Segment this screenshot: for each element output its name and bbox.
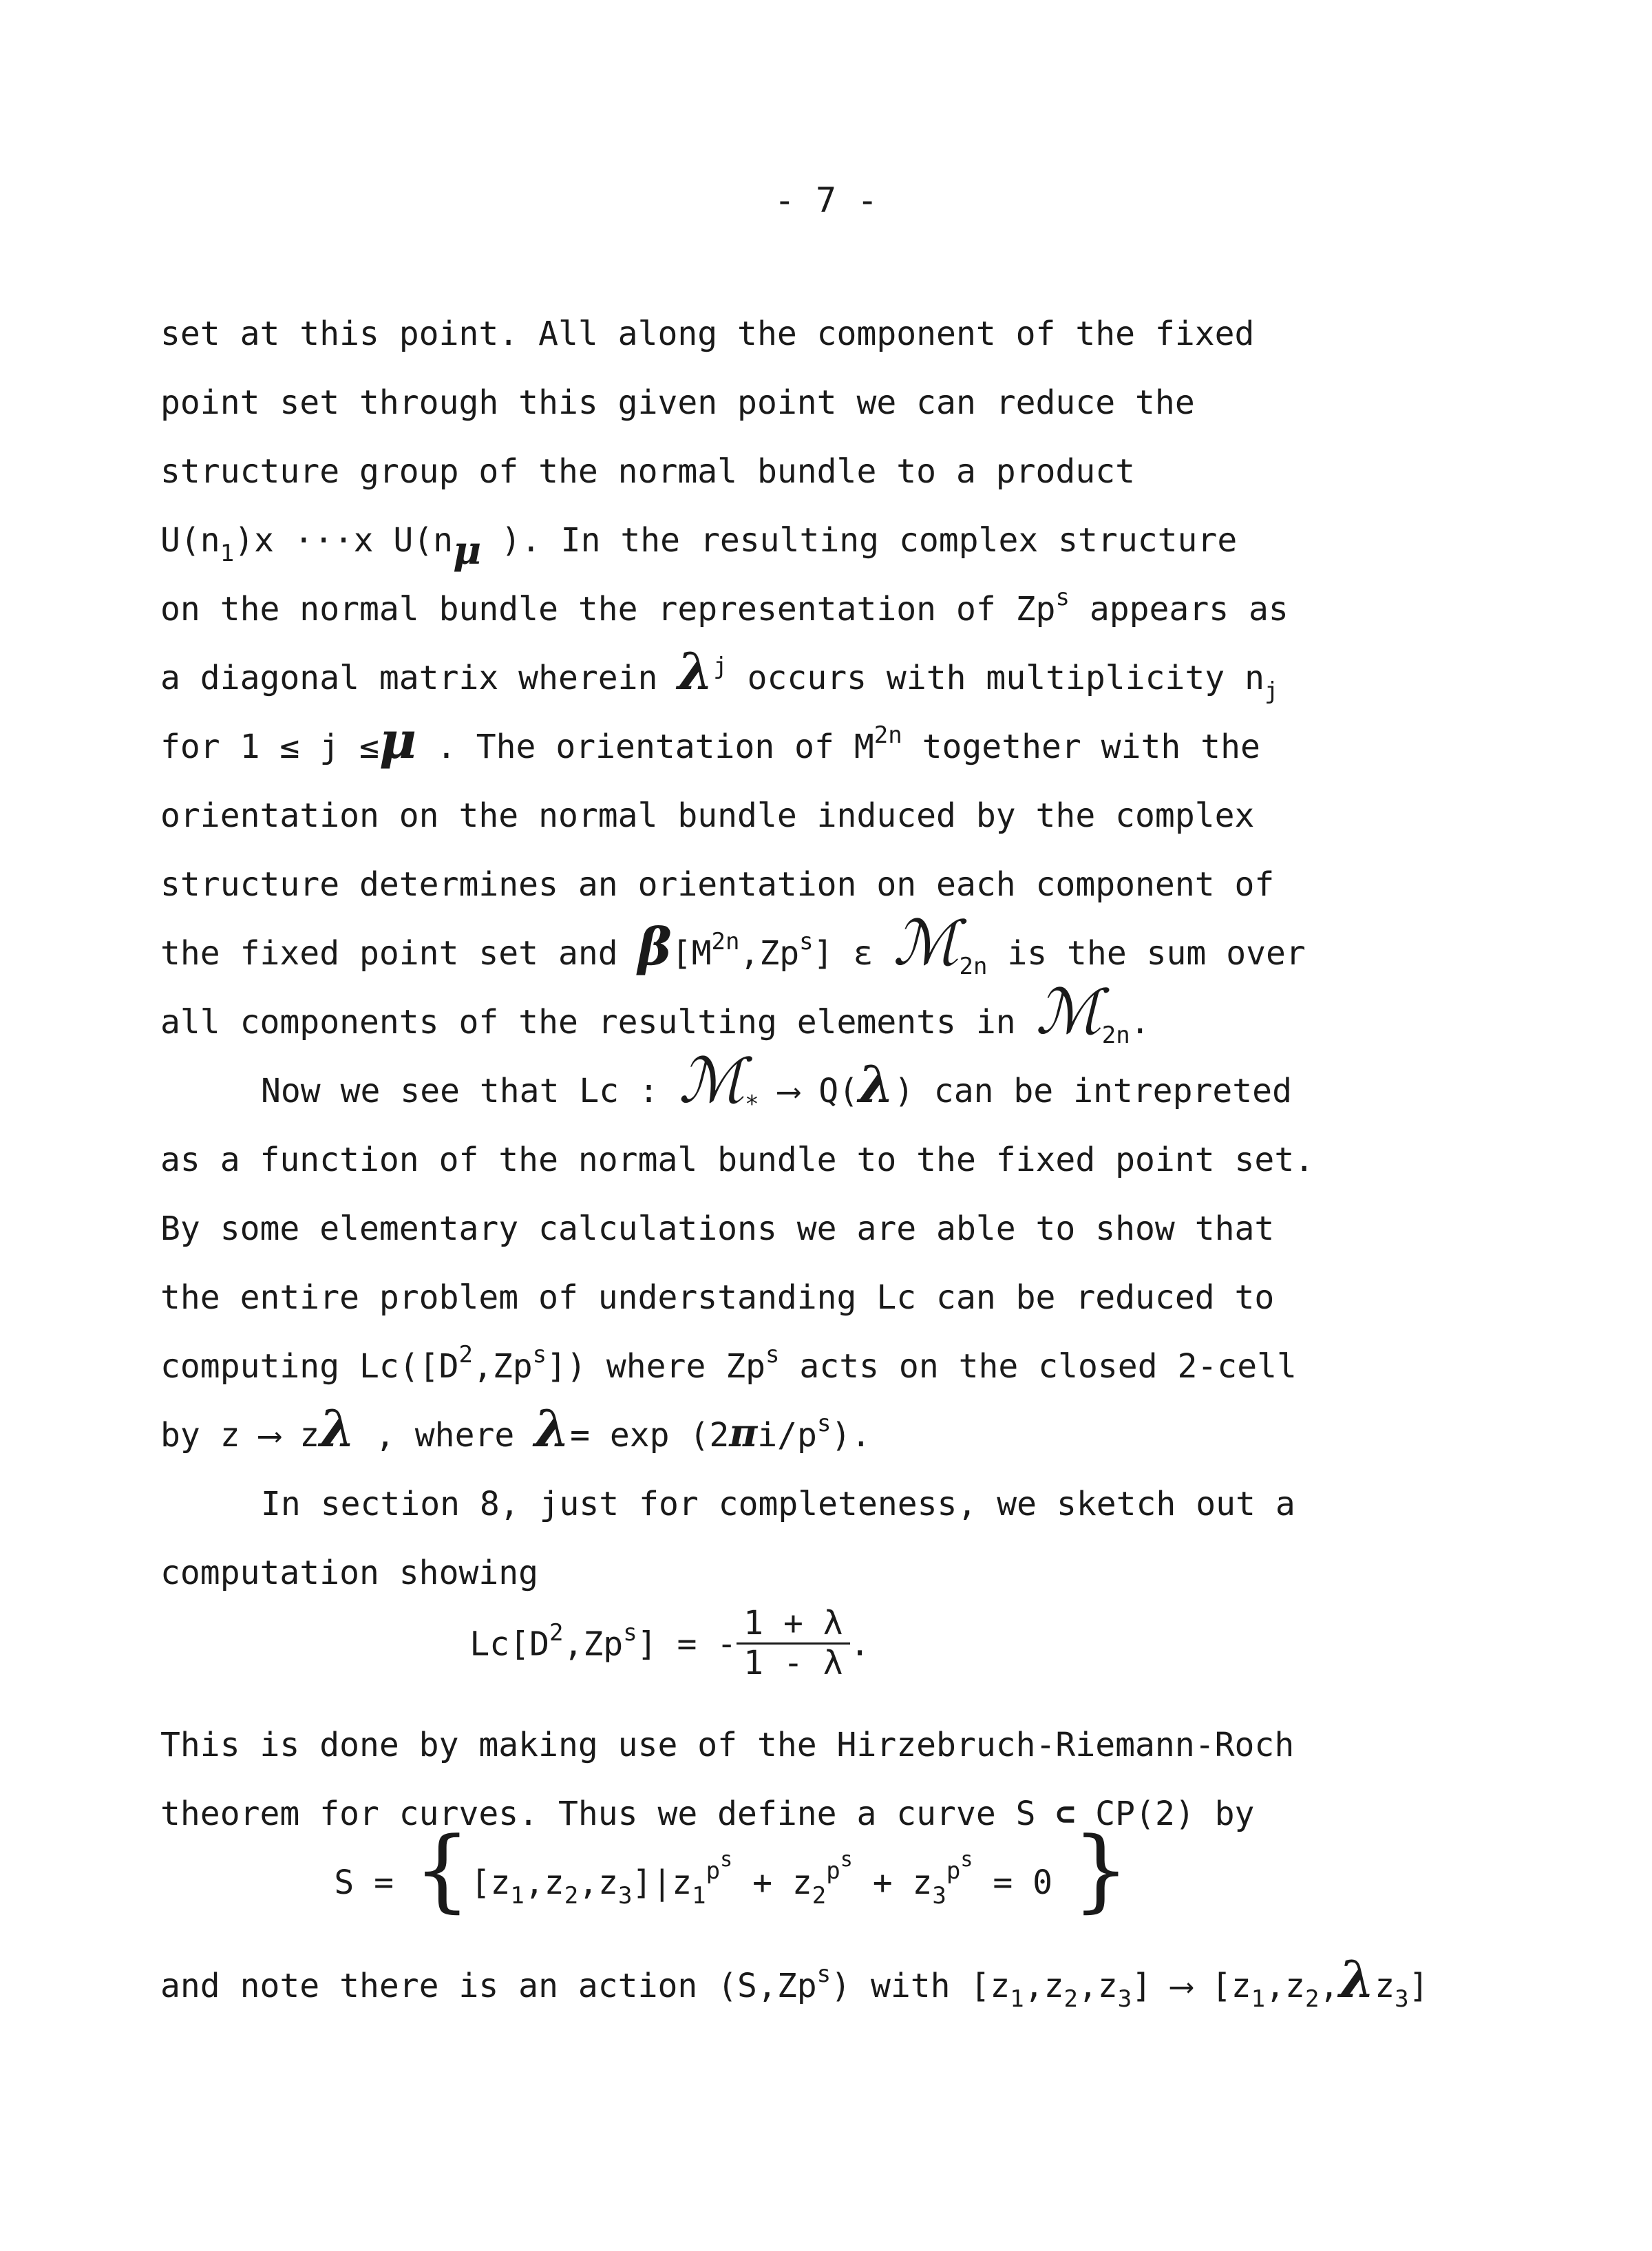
text-line: structure determines an orientation on each component of <box>160 865 1275 904</box>
text-line: structure group of the normal bundle to a product <box>160 452 1136 491</box>
text-line: theorem for curves. Thus we define a curve S ⊂ CP(2) by <box>160 1795 1255 1833</box>
text-line: a diagonal matrix wherein $\lambda^j$ occurs with multiplicity $n_j$ <box>160 642 1279 705</box>
text-line: for 1 ≤ j ≤μ . The orientation of $M^{2n}$ together with the <box>160 711 1260 770</box>
pi-symbol: π <box>729 1410 758 1456</box>
script-m-symbol: ℳ <box>678 1045 745 1117</box>
text-line: on the normal bundle the representation of Zp$^s$ appears as <box>160 584 1289 628</box>
script-m-symbol: ℳ <box>893 907 960 980</box>
body-text <box>160 299 1429 2020</box>
text-line: by z ⟶ zλ , where $\lambda= \exp (2\pi i/p^s)$. <box>160 1399 871 1459</box>
beta-symbol: β <box>637 918 672 977</box>
lambda-symbol: λ <box>1339 1950 1375 2009</box>
text-line: the fixed point set and $\beta[M^{2n},Zp^s]$ ε ℳ$_{2n}$ is the sum over <box>160 907 1306 980</box>
lambda-symbol: λ <box>534 1399 571 1459</box>
fraction <box>737 1605 850 1682</box>
text-line: computing $Lc([D^2,Zp^s])$ where Zp$^s$ acts on the closed 2-cell <box>160 1341 1297 1386</box>
subset-symbol: ⊂ <box>1055 1795 1076 1833</box>
text-line: In section 8, just for completeness, we sketch out a <box>261 1485 1295 1523</box>
mu-symbol: μ <box>453 528 482 573</box>
fraction-denominator: 1 - λ <box>743 1644 843 1683</box>
lambda-symbol: λ <box>677 642 714 701</box>
text-line: all components of the resulting elements in ℳ$_{2n}$. <box>160 976 1150 1049</box>
text-line: orientation on the normal bundle induced by the complex <box>160 796 1255 835</box>
text-line: the entire problem of understanding Lc can be reduced to <box>160 1278 1275 1317</box>
page-number: - 7 - <box>774 180 878 220</box>
right-brace: } <box>1072 1817 1130 1922</box>
lambda-symbol: λ <box>319 1399 356 1459</box>
script-m-symbol: ℳ <box>1035 976 1102 1048</box>
text-line: point set through this given point we can reduce the <box>160 383 1195 422</box>
text-line: set at this point. All along the component of the fixed <box>160 315 1255 353</box>
left-brace: { <box>413 1817 471 1922</box>
text-line: as a function of the normal bundle to the fixed point set. <box>160 1141 1315 1179</box>
fraction-numerator: 1 + λ <box>737 1605 850 1645</box>
text-line: This is done by making use of the Hirzebruch-Riemann-Roch <box>160 1726 1295 1764</box>
text-line: Now we see that Lc : ℳ$_*$ ⟶ Q(λ) can be intrepreted <box>261 1045 1292 1118</box>
lambda-symbol: λ <box>858 1055 894 1114</box>
text-line: By some elementary calculations we are able to show that <box>160 1209 1275 1248</box>
text-line: $U(n_1)x \cdot\cdot\cdot x$ $U(n_\mu$ ). In the resulting complex structure <box>160 521 1238 573</box>
equation-curve: $S = \{[z_1,z_2,z_3]|z_1^{ps} + z_2^{ps} + z_3^{ps} = 0$ } <box>334 1817 1130 1922</box>
text-line: and note there is an action (S,Zp$^s$) with $[z_1,z_2,z_3]$ ⟶ $[z_1,z_2,\lambda z_3]$ <box>160 1950 1429 2013</box>
text-line: computation showing <box>160 1554 539 1592</box>
mu-symbol: μ <box>379 711 417 770</box>
equation-lc: $Lc[D^2,Zp^s]$ = - $\frac{1 + \lambda}{1 - \lambda}$ . <box>469 1604 870 1683</box>
